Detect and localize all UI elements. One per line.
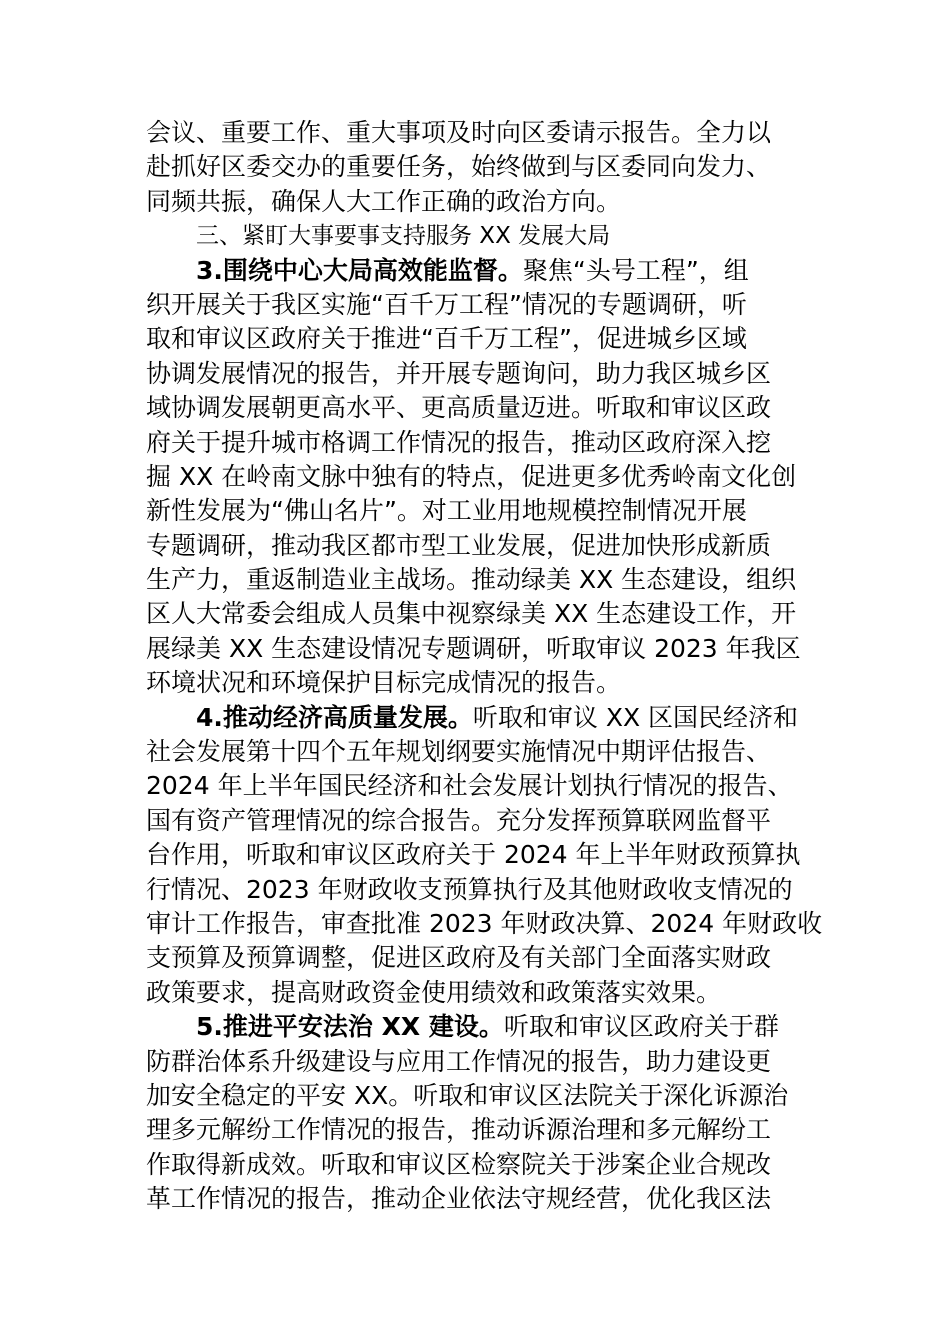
paragraph-5-text: 听取和审议区政府关于群 bbox=[503, 1012, 779, 1042]
paragraph-4-text: 听取和审议 XX 区国民经济和 bbox=[472, 702, 799, 732]
body-text-line: 政策要求，提高财政资金使用绩效和政策落实效果。 bbox=[146, 977, 722, 1007]
body-text-line: 行情况、2023 年财政收支预算执行及其他财政收支情况的 bbox=[146, 874, 793, 904]
body-text-line: 展绿美 XX 生态建设情况专题调研，听取审议 2023 年我区 bbox=[146, 633, 801, 663]
body-text-line: 社会发展第十四个五年规划纲要实施情况中期评估报告、 bbox=[146, 737, 772, 767]
document-page bbox=[146, 116, 822, 1217]
paragraph-3-first-line bbox=[146, 254, 822, 288]
body-text-line: 专题调研，推动我区都市型工业发展，促进加快形成新质 bbox=[146, 530, 772, 560]
body-text-line: 审计工作报告，审查批准 2023 年财政决算、2024 年财政收 bbox=[146, 908, 823, 938]
body-text-line: 国有资产管理情况的综合报告。充分发挥预算联网监督平 bbox=[146, 805, 772, 835]
body-text-line: 区人大常委会组成人员集中视察绿美 XX 生态建设工作，开 bbox=[146, 599, 797, 629]
body-text-line: 支预算及预算调整，促进区政府及有关部门全面落实财政 bbox=[146, 943, 772, 973]
body-text-line: 理多元解纷工作情况的报告，推动诉源治理和多元解纷工 bbox=[146, 1115, 772, 1145]
section-heading: 三、紧盯大事要事支持服务 XX 发展大局 bbox=[196, 223, 611, 250]
body-text-line: 赴抓好区委交办的重要任务，始终做到与区委同向发力、 bbox=[146, 152, 772, 182]
body-text-line: 加安全稳定的平安 XX。听取和审议区法院关于深化诉源治 bbox=[146, 1080, 789, 1110]
body-text-line: 协调发展情况的报告，并开展专题询问，助力我区城乡区 bbox=[146, 358, 772, 388]
paragraph-4-first-line bbox=[146, 701, 822, 735]
body-text-line: 会议、重要工作、重大事项及时向区委请示报告。全力以 bbox=[146, 118, 772, 147]
paragraph-4-lead: 4.推动经济高质量发展。 bbox=[196, 702, 473, 732]
paragraph-5-lead: 5.推进平安法治 XX 建设。 bbox=[196, 1012, 504, 1042]
body-text-line: 同频共振，确保人大工作正确的政治方向。 bbox=[146, 186, 622, 216]
paragraph-3-lead: 3.围绕中心大局高效能监督。 bbox=[196, 255, 523, 285]
body-text-line: 革工作情况的报告，推动企业依法守规经营，优化我区法 bbox=[146, 1184, 772, 1214]
body-text-line: 域协调发展朝更高水平、更高质量迈进。听取和审议区政 bbox=[146, 393, 772, 423]
body-text-line: 2024 年上半年国民经济和社会发展计划执行情况的报告、 bbox=[146, 771, 793, 801]
paragraph-5-first-line bbox=[146, 1010, 822, 1044]
body-text-line: 取和审议区政府关于推进“百千万工程”，促进城乡区域 bbox=[146, 324, 747, 354]
body-text-line: 生产力，重返制造业主战场。推动绿美 XX 生态建设，组织 bbox=[146, 565, 797, 595]
paragraph-3-text: 聚焦“头号工程”，组 bbox=[522, 255, 749, 285]
body-text-line: 环境状况和环境保护目标完成情况的报告。 bbox=[146, 668, 622, 698]
body-text-line: 作取得新成效。听取和审议区检察院关于涉案企业合规改 bbox=[146, 1149, 772, 1179]
body-text-line: 新性发展为“佛山名片”。对工业用地规模控制情况开展 bbox=[146, 496, 747, 526]
body-text-line: 织开展关于我区实施“百千万工程”情况的专题调研，听 bbox=[146, 289, 747, 319]
body-text-line: 掘 XX 在岭南文脉中独有的特点，促进更多优秀岭南文化创 bbox=[146, 461, 797, 491]
body-text-line: 府关于提升城市格调工作情况的报告，推动区政府深入挖 bbox=[146, 427, 772, 457]
body-text-line: 台作用，听取和审议区政府关于 2024 年上半年财政预算执 bbox=[146, 840, 801, 870]
body-text-line: 防群治体系升级建设与应用工作情况的报告，助力建设更 bbox=[146, 1046, 772, 1076]
